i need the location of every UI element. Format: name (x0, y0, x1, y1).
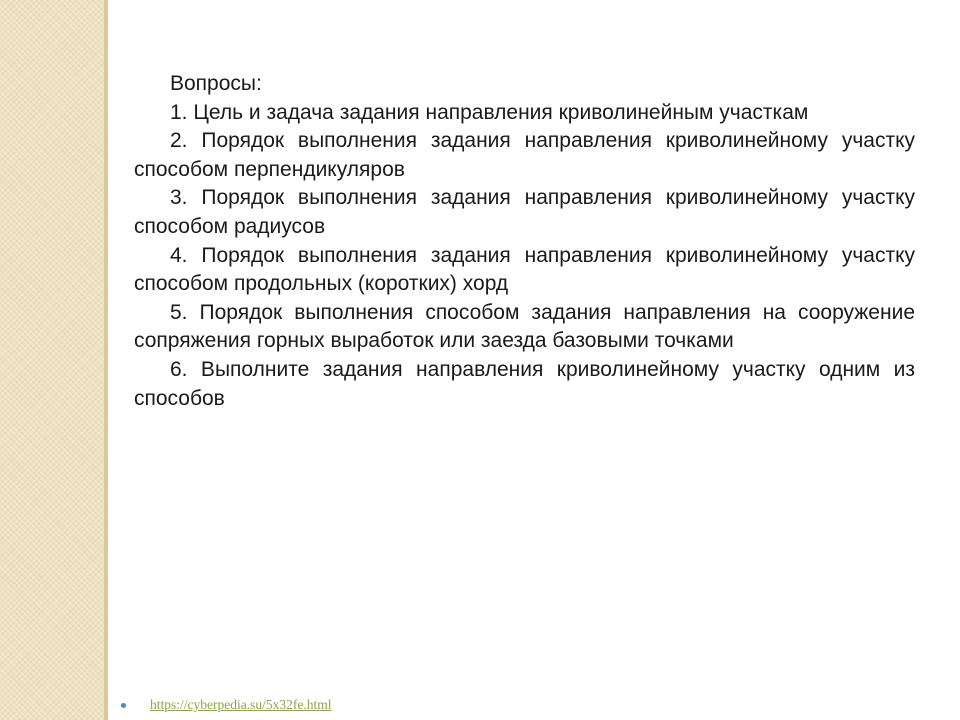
question-item-3: 3. Порядок выполнения задания направления криволинейному участку способом радиусов (134, 186, 915, 238)
question-item-4: 4. Порядок выполнения задания направления криволинейному участку способом продольных (коротких) хорд (134, 243, 915, 296)
questions-heading: Вопросы: (170, 72, 262, 95)
source-link[interactable]: https://cyberpedia.su/5x32fe.html (150, 697, 332, 712)
bullet-icon (121, 703, 126, 708)
question-item-6: 6. Выполните задания направления криволинейному участку одним из способов (134, 357, 915, 410)
question-item-1: 1. Цель и задача задания направления криволинейным участкам (170, 100, 809, 124)
questions-block (134, 70, 915, 413)
question-item-2: 2. Порядок выполнения задания направления криволинейному участку способом перпендикуляров (134, 129, 915, 181)
footer (121, 696, 331, 714)
question-item-5: 5. Порядок выполнения способом задания направления на сооружение сопряжения горных выработок или заезда базовыми точками (134, 300, 915, 353)
decorative-side-rule (104, 0, 108, 720)
decorative-side-band (0, 0, 104, 720)
